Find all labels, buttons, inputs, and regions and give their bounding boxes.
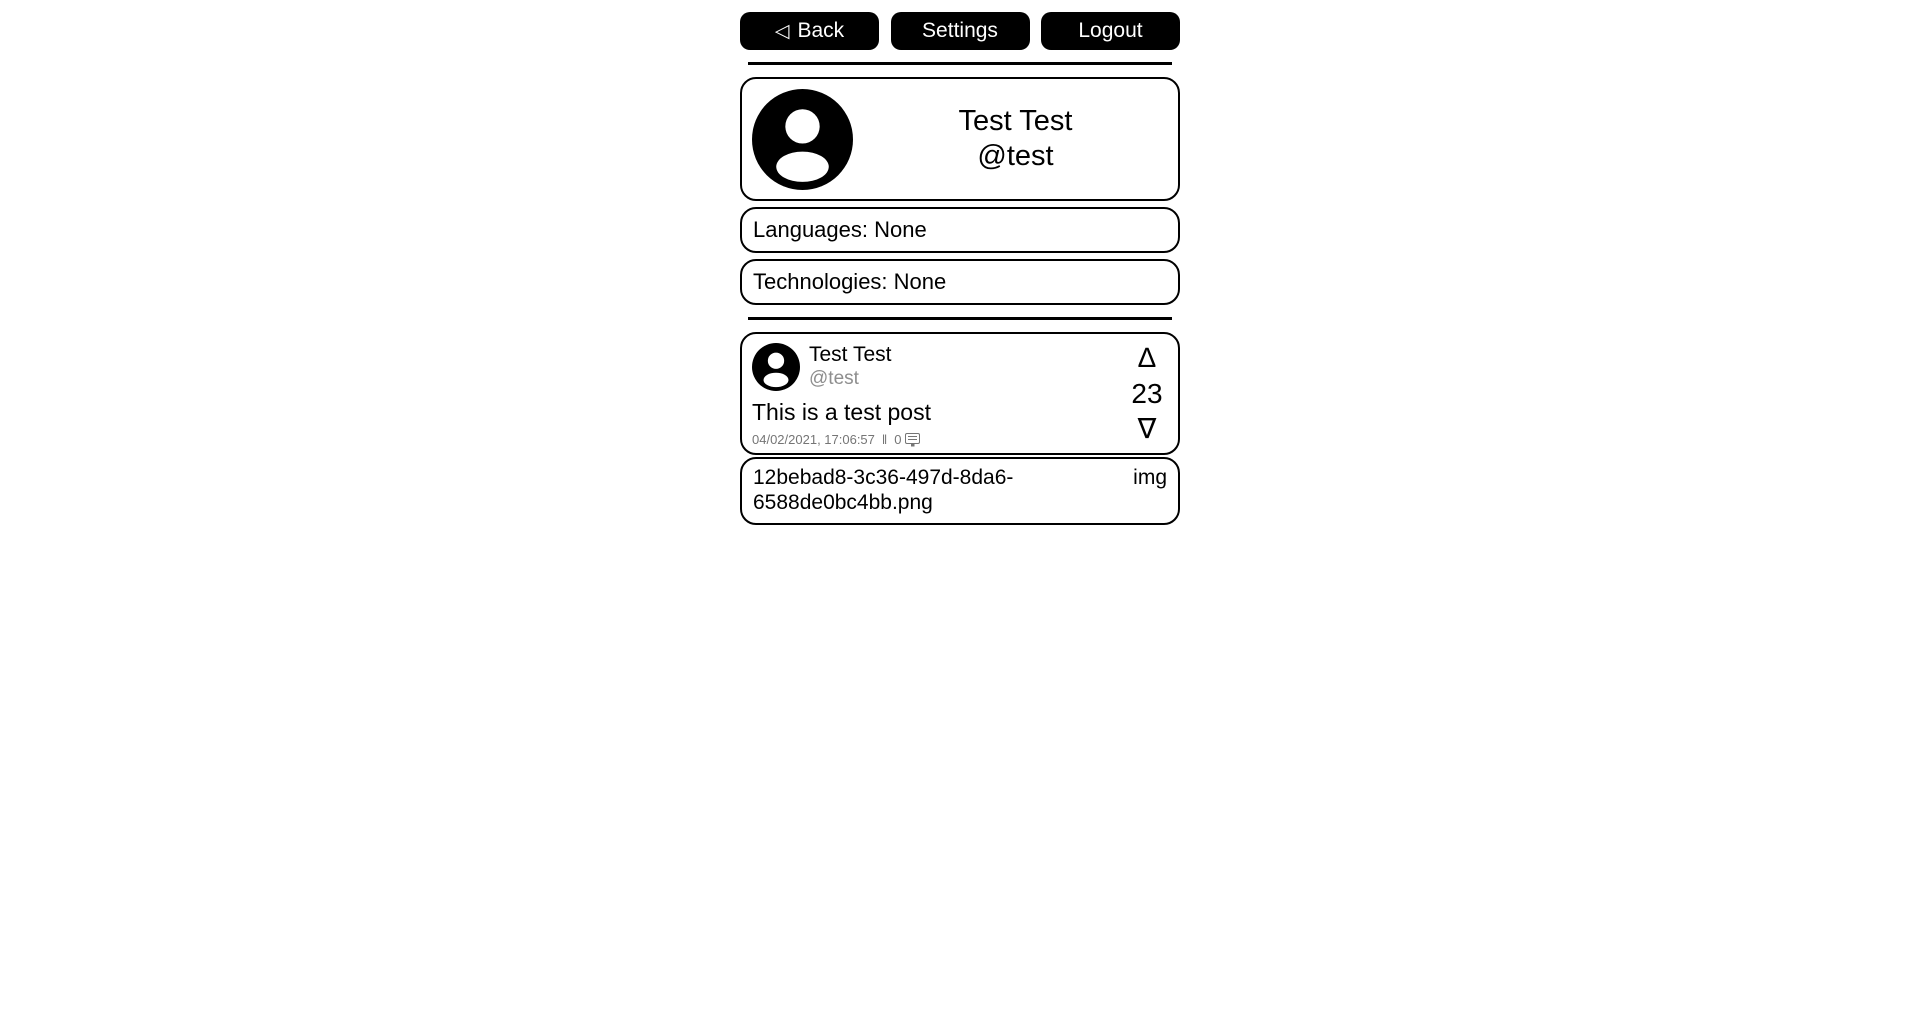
post-card (740, 332, 1180, 455)
logout-button[interactable] (1041, 12, 1180, 50)
languages-box (740, 207, 1180, 253)
profile-names (853, 104, 1178, 174)
post-timestamp: 04/02/2021, 17:06:57 (752, 432, 875, 447)
post-author-name: Test Test (809, 343, 892, 366)
languages-label: Languages: None (753, 217, 927, 242)
back-button-label: Back (797, 19, 845, 42)
attachment-type-label: img (1133, 466, 1167, 489)
footer-separator: ‖ (881, 432, 888, 447)
technologies-label: Technologies: None (753, 269, 947, 294)
post-content: This is a test post (752, 399, 931, 425)
post-author-handle: @test (809, 367, 859, 389)
comment-bubble-icon (905, 433, 920, 447)
post-header (752, 343, 1126, 391)
attachment-filename: 12bebad8-3c36-497d-8da6-6588de0bc4bb.png (753, 466, 1014, 515)
post-footer (752, 432, 1126, 447)
profile-handle: @test (977, 140, 1054, 172)
logout-button-label: Logout (1078, 19, 1143, 42)
post-author-block (809, 343, 891, 390)
attachment-row[interactable] (740, 457, 1180, 525)
settings-button-label: Settings (922, 19, 998, 42)
comment-count: 0 (894, 432, 902, 447)
downvote-button[interactable]: ∇ (1137, 413, 1157, 445)
post-author-avatar-icon (752, 343, 800, 391)
profile-card (740, 77, 1180, 201)
post-main (752, 343, 1126, 447)
back-triangle-icon: ◁ (774, 20, 790, 42)
profile-avatar-icon (752, 89, 853, 190)
main-column (740, 0, 1180, 525)
vote-score: 23 (1131, 377, 1163, 409)
settings-button[interactable] (891, 12, 1030, 50)
vote-column (1126, 343, 1168, 447)
profile-name: Test Test (958, 105, 1073, 138)
top-nav (740, 12, 1180, 50)
divider-posts (748, 317, 1172, 320)
divider-top (748, 62, 1172, 65)
back-button[interactable] (740, 12, 879, 50)
technologies-box (740, 259, 1180, 305)
comment-count-wrap (894, 432, 919, 447)
upvote-button[interactable]: ∆ (1138, 342, 1156, 373)
